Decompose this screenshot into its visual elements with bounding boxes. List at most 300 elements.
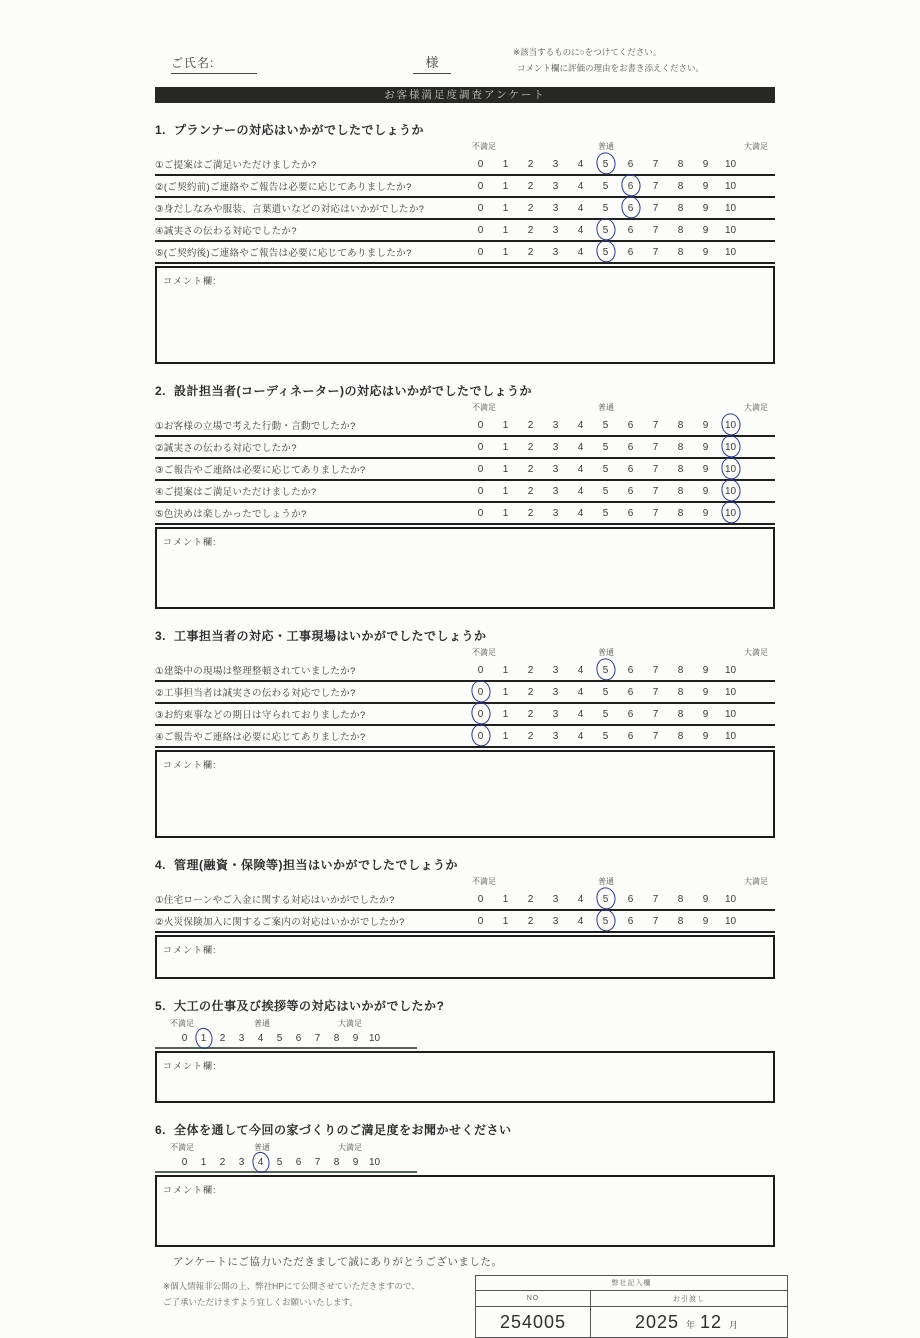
rating-option-2[interactable]: 2 <box>527 507 534 519</box>
no-column-header: NO <box>476 1291 591 1307</box>
rating-option-6[interactable]: 6 <box>627 915 634 927</box>
rating-option-3[interactable]: 3 <box>552 708 559 720</box>
section-title <box>155 627 775 643</box>
name-field[interactable] <box>171 54 257 74</box>
scale-max-label: 大満足 <box>744 142 768 151</box>
rating-option-6[interactable]: 6 <box>295 1033 302 1044</box>
rating-option-3[interactable]: 3 <box>552 419 559 431</box>
comment-box[interactable] <box>155 1175 775 1247</box>
question-row <box>155 220 775 242</box>
rating-option-7[interactable]: 7 <box>652 246 659 258</box>
rating-option-0[interactable]: 0 <box>477 224 484 236</box>
rating-option-10[interactable]: 10 <box>724 202 737 214</box>
rating-option-1[interactable]: 1 <box>502 893 509 905</box>
rating-option-9[interactable]: 9 <box>352 1033 359 1044</box>
rating-option-1[interactable]: 1 <box>502 915 509 927</box>
rating-option-7[interactable]: 7 <box>652 507 659 519</box>
scale-header-spacer <box>155 876 468 889</box>
question-row <box>155 726 775 748</box>
question-row <box>155 503 775 525</box>
question-label: ②火災保険加入に関するご案内の対応はいかがでしたか? <box>155 917 405 928</box>
question-row <box>155 198 775 220</box>
rating-option-5[interactable]: 5 <box>602 463 609 475</box>
rating-scale <box>468 687 743 698</box>
rating-option-8[interactable]: 8 <box>677 224 684 236</box>
rating-option-10[interactable]: 10 <box>724 664 737 676</box>
rating-option-5-circled[interactable]: 5 <box>593 916 618 927</box>
rating-option-9[interactable]: 9 <box>702 485 709 497</box>
rating-option-2[interactable]: 2 <box>219 1033 226 1044</box>
rating-option-2[interactable]: 2 <box>527 158 534 170</box>
section-3 <box>155 627 775 838</box>
rating-option-9[interactable]: 9 <box>702 224 709 236</box>
rating-option-7[interactable]: 7 <box>652 708 659 720</box>
rating-option-4[interactable]: 4 <box>577 485 584 497</box>
rating-option-7[interactable]: 7 <box>652 419 659 431</box>
rating-option-4[interactable]: 4 <box>577 419 584 431</box>
rating-option-7[interactable]: 7 <box>314 1033 321 1044</box>
rating-option-6[interactable]: 6 <box>627 485 634 497</box>
rating-option-10[interactable]: 10 <box>724 246 737 258</box>
month-unit: 月 <box>729 1319 740 1330</box>
section-heading: 管理(融資・保険等)担当はいかがでしたでしょうか <box>174 858 459 872</box>
scale-header <box>155 402 775 415</box>
rating-option-8[interactable]: 8 <box>677 180 684 192</box>
rating-option-7[interactable]: 7 <box>652 730 659 742</box>
rating-option-4[interactable]: 4 <box>577 441 584 453</box>
rating-option-6[interactable]: 6 <box>627 507 634 519</box>
rating-option-0-circled[interactable]: 0 <box>468 731 493 742</box>
rating-option-0[interactable]: 0 <box>477 915 484 927</box>
rating-option-9[interactable]: 9 <box>702 730 709 742</box>
rating-option-7[interactable]: 7 <box>652 664 659 676</box>
rating-option-10[interactable]: 10 <box>368 1033 381 1044</box>
rating-option-4[interactable]: 4 <box>257 1033 264 1044</box>
rating-option-2[interactable]: 2 <box>527 180 534 192</box>
name-label: ご氏名: <box>171 56 215 70</box>
rating-option-8[interactable]: 8 <box>677 730 684 742</box>
rating-option-4[interactable]: 4 <box>577 915 584 927</box>
rating-option-8[interactable]: 8 <box>677 686 684 698</box>
rating-option-5[interactable]: 5 <box>602 730 609 742</box>
rating-scale <box>468 508 743 519</box>
section-title <box>155 121 775 137</box>
rating-option-10[interactable]: 10 <box>724 730 737 742</box>
rating-option-8[interactable]: 8 <box>677 463 684 475</box>
rating-option-1[interactable]: 1 <box>502 419 509 431</box>
question-label: ③お約束事などの期日は守られておりましたか? <box>155 710 366 721</box>
office-use-header: 弊社記入欄 <box>476 1276 788 1291</box>
rating-option-9[interactable]: 9 <box>702 463 709 475</box>
rating-option-1[interactable]: 1 <box>502 507 509 519</box>
scale-min-label: 不満足 <box>472 648 496 657</box>
rating-option-2[interactable]: 2 <box>527 246 534 258</box>
rating-option-5[interactable]: 5 <box>602 708 609 720</box>
rating-scale <box>468 916 743 927</box>
rating-option-8[interactable]: 8 <box>677 708 684 720</box>
rating-option-6[interactable]: 6 <box>627 730 634 742</box>
rating-option-9[interactable]: 9 <box>702 202 709 214</box>
rating-option-5[interactable]: 5 <box>602 485 609 497</box>
comment-label: コメント欄: <box>163 1185 217 1195</box>
thanks-message: アンケートにご協力いただきまして誠にありがとうございました。 <box>173 1256 503 1268</box>
rating-option-10[interactable]: 10 <box>724 224 737 236</box>
rating-option-3[interactable]: 3 <box>552 730 559 742</box>
section-number: 5. <box>155 999 167 1013</box>
rating-option-2[interactable]: 2 <box>527 463 534 475</box>
rating-option-2[interactable]: 2 <box>527 730 534 742</box>
rating-option-7[interactable]: 7 <box>652 158 659 170</box>
rating-option-0[interactable]: 0 <box>477 158 484 170</box>
rating-option-1[interactable]: 1 <box>502 730 509 742</box>
scale-min-label: 不満足 <box>170 1143 194 1152</box>
rating-option-6-circled[interactable]: 6 <box>618 203 643 214</box>
rating-option-0-circled[interactable]: 0 <box>468 709 493 720</box>
rating-option-8[interactable]: 8 <box>677 202 684 214</box>
section-2 <box>155 382 775 609</box>
scale-header-labels <box>155 1142 775 1155</box>
comment-label: コメント欄: <box>163 276 217 286</box>
section-number: 3. <box>155 629 167 643</box>
rating-option-10[interactable]: 10 <box>368 1157 381 1168</box>
rating-option-5[interactable]: 5 <box>602 441 609 453</box>
rating-option-6[interactable]: 6 <box>295 1157 302 1168</box>
rating-option-7[interactable]: 7 <box>652 441 659 453</box>
handover-date-value <box>591 1307 788 1338</box>
rating-option-5-circled[interactable]: 5 <box>593 225 618 236</box>
scale-mid-label: 普通 <box>598 877 614 886</box>
scale-min-label: 不満足 <box>170 1019 194 1028</box>
rating-option-0[interactable]: 0 <box>477 246 484 258</box>
rating-option-5[interactable]: 5 <box>602 202 609 214</box>
rating-option-8[interactable]: 8 <box>677 246 684 258</box>
rating-option-6[interactable]: 6 <box>627 664 634 676</box>
scale-max-label: 大満足 <box>744 403 768 412</box>
honorific-label: 様 <box>413 52 451 74</box>
comment-label: コメント欄: <box>163 760 217 770</box>
rating-option-5[interactable]: 5 <box>276 1033 283 1044</box>
rating-option-1[interactable]: 1 <box>502 441 509 453</box>
rating-option-2[interactable]: 2 <box>527 485 534 497</box>
rating-option-4[interactable]: 4 <box>577 664 584 676</box>
rating-option-0[interactable]: 0 <box>477 507 484 519</box>
rating-option-3[interactable]: 3 <box>552 224 559 236</box>
rating-scale <box>468 665 743 676</box>
rating-option-0-circled[interactable]: 0 <box>468 687 493 698</box>
rating-option-8[interactable]: 8 <box>677 441 684 453</box>
rating-option-3[interactable]: 3 <box>552 158 559 170</box>
rating-option-9[interactable]: 9 <box>702 686 709 698</box>
rating-option-1[interactable]: 1 <box>502 158 509 170</box>
question-row <box>155 459 775 481</box>
rating-option-7[interactable]: 7 <box>652 485 659 497</box>
rating-option-10-circled[interactable]: 10 <box>718 442 743 453</box>
rating-option-9[interactable]: 9 <box>702 708 709 720</box>
comment-label: コメント欄: <box>163 537 217 547</box>
question-row <box>155 242 775 264</box>
rating-option-8[interactable]: 8 <box>677 507 684 519</box>
rating-option-9[interactable]: 9 <box>702 158 709 170</box>
rating-option-5[interactable]: 5 <box>602 507 609 519</box>
rating-option-0[interactable]: 0 <box>477 463 484 475</box>
question-row <box>155 889 775 911</box>
rating-option-8[interactable]: 8 <box>333 1157 340 1168</box>
rating-option-4[interactable]: 4 <box>577 893 584 905</box>
section-number: 6. <box>155 1123 167 1137</box>
scale-mid-label: 普通 <box>254 1019 270 1028</box>
rating-option-4[interactable]: 4 <box>577 158 584 170</box>
rating-option-7[interactable]: 7 <box>314 1157 321 1168</box>
rating-option-7[interactable]: 7 <box>652 463 659 475</box>
rating-option-10[interactable]: 10 <box>724 180 737 192</box>
rating-option-2[interactable]: 2 <box>219 1157 226 1168</box>
rating-option-0[interactable]: 0 <box>477 664 484 676</box>
rating-option-10-circled[interactable]: 10 <box>718 486 743 497</box>
comment-box[interactable] <box>155 750 775 838</box>
rating-option-0[interactable]: 0 <box>477 893 484 905</box>
rating-option-0[interactable]: 0 <box>477 419 484 431</box>
rating-option-2[interactable]: 2 <box>527 893 534 905</box>
rating-scale <box>175 1033 417 1044</box>
rating-option-0[interactable]: 0 <box>477 441 484 453</box>
instruction-line-2: コメント欄に評価の理由をお書き添えください。 <box>517 63 705 74</box>
rating-option-6[interactable]: 6 <box>627 246 634 258</box>
instruction-line-1: ※該当するものに○をつけてください。 <box>513 47 662 57</box>
rating-option-9[interactable]: 9 <box>352 1157 359 1168</box>
comment-box[interactable] <box>155 266 775 364</box>
rating-option-9[interactable]: 9 <box>702 419 709 431</box>
rating-option-3[interactable]: 3 <box>552 915 559 927</box>
section-heading: 大工の仕事及び挨拶等の対応はいかがでしたか? <box>174 999 445 1013</box>
rating-option-4[interactable]: 4 <box>577 730 584 742</box>
comment-box[interactable] <box>155 1051 775 1103</box>
rating-option-7[interactable]: 7 <box>652 915 659 927</box>
rating-option-6-circled[interactable]: 6 <box>618 181 643 192</box>
rating-option-9[interactable]: 9 <box>702 246 709 258</box>
section-number: 2. <box>155 384 167 398</box>
rating-option-9[interactable]: 9 <box>702 441 709 453</box>
rating-option-10[interactable]: 10 <box>724 893 737 905</box>
rating-option-7[interactable]: 7 <box>652 686 659 698</box>
rating-option-4[interactable]: 4 <box>577 708 584 720</box>
question-row <box>155 176 775 198</box>
rating-option-10[interactable]: 10 <box>724 915 737 927</box>
rating-option-1[interactable]: 1 <box>502 485 509 497</box>
rating-scale <box>468 203 743 214</box>
scale-header-spacer <box>155 141 468 154</box>
year-unit: 年 <box>685 1319 696 1330</box>
rating-option-10[interactable]: 10 <box>724 708 737 720</box>
scale-min-label: 不満足 <box>472 403 496 412</box>
rating-option-2[interactable]: 2 <box>527 224 534 236</box>
form-header <box>155 44 775 80</box>
rating-option-5[interactable]: 5 <box>602 180 609 192</box>
question-row <box>155 415 775 437</box>
rating-option-4[interactable]: 4 <box>577 463 584 475</box>
scale-header <box>155 647 775 660</box>
question-label: ⑤色決めは楽しかったでしょうか? <box>155 509 307 520</box>
scale-header <box>155 141 775 154</box>
rating-option-6[interactable]: 6 <box>627 893 634 905</box>
section-heading: プランナーの対応はいかがでしたでしょうか <box>174 123 425 137</box>
rating-option-10-circled[interactable]: 10 <box>718 508 743 519</box>
rating-option-5[interactable]: 5 <box>602 686 609 698</box>
rating-scale <box>468 894 743 905</box>
rating-option-4[interactable]: 4 <box>577 507 584 519</box>
question-label: ①建築中の現場は整理整頓されていましたか? <box>155 666 356 677</box>
rating-option-10-circled[interactable]: 10 <box>718 464 743 475</box>
rating-scale <box>468 159 743 170</box>
rating-option-5-circled[interactable]: 5 <box>593 247 618 258</box>
rating-option-8[interactable]: 8 <box>677 664 684 676</box>
handover-month: 12 <box>700 1311 723 1332</box>
rating-option-3[interactable]: 3 <box>552 664 559 676</box>
rating-option-4[interactable]: 4 <box>577 246 584 258</box>
rating-option-1[interactable]: 1 <box>502 246 509 258</box>
rating-option-1[interactable]: 1 <box>502 463 509 475</box>
scale-mid-label: 普通 <box>598 403 614 412</box>
rating-option-2[interactable]: 2 <box>527 708 534 720</box>
rating-option-0[interactable]: 0 <box>477 202 484 214</box>
rating-option-2[interactable]: 2 <box>527 441 534 453</box>
rating-option-0[interactable]: 0 <box>181 1157 188 1168</box>
rating-option-9[interactable]: 9 <box>702 915 709 927</box>
rating-option-6[interactable]: 6 <box>627 686 634 698</box>
question-row <box>155 682 775 704</box>
question-label: ②工事担当者は誠実さの伝わる対応でしたか? <box>155 688 356 699</box>
rating-option-8[interactable]: 8 <box>677 893 684 905</box>
rating-option-3[interactable]: 3 <box>552 202 559 214</box>
question-label: ④ご報告やご連絡は必要に応じてありましたか? <box>155 732 366 743</box>
rating-option-4[interactable]: 4 <box>577 224 584 236</box>
rating-option-1[interactable]: 1 <box>502 180 509 192</box>
rating-option-5-circled[interactable]: 5 <box>593 159 618 170</box>
form-title: お客様満足度調査アンケート <box>155 87 775 103</box>
rating-option-6[interactable]: 6 <box>627 158 634 170</box>
rating-option-5[interactable]: 5 <box>602 419 609 431</box>
rating-option-6[interactable]: 6 <box>627 463 634 475</box>
rating-option-5-circled[interactable]: 5 <box>593 894 618 905</box>
section-title <box>155 856 775 872</box>
rating-option-1[interactable]: 1 <box>502 202 509 214</box>
rating-option-8[interactable]: 8 <box>677 485 684 497</box>
rating-option-9[interactable]: 9 <box>702 893 709 905</box>
instruction-notes <box>513 44 704 76</box>
rating-option-8[interactable]: 8 <box>677 915 684 927</box>
privacy-note <box>155 1278 475 1338</box>
rating-option-3[interactable]: 3 <box>552 507 559 519</box>
rating-option-2[interactable]: 2 <box>527 915 534 927</box>
rating-option-3[interactable]: 3 <box>552 463 559 475</box>
comment-label: コメント欄: <box>163 945 217 955</box>
question-label: ①ご提案はご満足いただけましたか? <box>155 160 317 171</box>
comment-box[interactable] <box>155 935 775 979</box>
scale-header <box>155 876 775 889</box>
rating-option-2[interactable]: 2 <box>527 202 534 214</box>
rating-scale <box>468 442 743 453</box>
rating-option-6[interactable]: 6 <box>627 419 634 431</box>
rating-option-3[interactable]: 3 <box>552 441 559 453</box>
rating-scale <box>468 731 743 742</box>
scale-header-labels <box>155 1018 775 1031</box>
rating-option-0[interactable]: 0 <box>477 180 484 192</box>
comment-box[interactable] <box>155 527 775 609</box>
scale-mid-label: 普通 <box>254 1143 270 1152</box>
rating-scale <box>175 1157 417 1168</box>
rating-option-2[interactable]: 2 <box>527 419 534 431</box>
section-4 <box>155 856 775 979</box>
rating-scale <box>468 486 743 497</box>
rating-option-1[interactable]: 1 <box>200 1157 207 1168</box>
rating-option-4[interactable]: 4 <box>577 180 584 192</box>
rating-option-3[interactable]: 3 <box>238 1033 245 1044</box>
rating-option-5-circled[interactable]: 5 <box>593 665 618 676</box>
rating-option-7[interactable]: 7 <box>652 202 659 214</box>
rating-option-10[interactable]: 10 <box>724 158 737 170</box>
rating-option-4[interactable]: 4 <box>577 202 584 214</box>
rating-option-8[interactable]: 8 <box>333 1033 340 1044</box>
rating-option-1[interactable]: 1 <box>502 664 509 676</box>
question-label: ④ご提案はご満足いただけましたか? <box>155 487 317 498</box>
rating-option-3[interactable]: 3 <box>552 893 559 905</box>
rating-option-4[interactable]: 4 <box>577 686 584 698</box>
rating-option-6[interactable]: 6 <box>627 224 634 236</box>
rating-option-1[interactable]: 1 <box>502 708 509 720</box>
rating-option-0[interactable]: 0 <box>181 1033 188 1044</box>
rating-option-10-circled[interactable]: 10 <box>718 420 743 431</box>
rating-option-7[interactable]: 7 <box>652 180 659 192</box>
question-label: ②(ご契約前)ご連絡やご報告は必要に応じてありましたか? <box>155 182 412 193</box>
rating-option-3[interactable]: 3 <box>552 246 559 258</box>
section-heading: 設計担当者(コーディネーター)の対応はいかがでしたでしょうか <box>174 384 533 398</box>
rating-option-3[interactable]: 3 <box>552 686 559 698</box>
question-row <box>155 437 775 459</box>
rating-option-6[interactable]: 6 <box>627 441 634 453</box>
section-heading: 全体を通して今回の家づくりのご満足度をお聞かせください <box>174 1123 512 1137</box>
section-1 <box>155 121 775 364</box>
rating-option-1[interactable]: 1 <box>502 686 509 698</box>
rating-option-10[interactable]: 10 <box>724 686 737 698</box>
rating-option-9[interactable]: 9 <box>702 507 709 519</box>
scale-max-label: 大満足 <box>338 1019 362 1028</box>
rating-option-5[interactable]: 5 <box>276 1157 283 1168</box>
rating-scale-wrap <box>155 1031 417 1049</box>
privacy-line-2: ご了承いただけますよう宜しくお願いいたします。 <box>163 1297 358 1308</box>
scale-max-label: 大満足 <box>744 877 768 886</box>
rating-option-9[interactable]: 9 <box>702 180 709 192</box>
rating-option-7[interactable]: 7 <box>652 224 659 236</box>
rating-option-9[interactable]: 9 <box>702 664 709 676</box>
rating-option-8[interactable]: 8 <box>677 419 684 431</box>
rating-option-3[interactable]: 3 <box>238 1157 245 1168</box>
rating-option-1[interactable]: 1 <box>502 224 509 236</box>
rating-option-3[interactable]: 3 <box>552 485 559 497</box>
rating-option-0[interactable]: 0 <box>477 485 484 497</box>
rating-scale <box>468 247 743 258</box>
rating-option-2[interactable]: 2 <box>527 664 534 676</box>
section-title <box>155 382 775 398</box>
rating-option-8[interactable]: 8 <box>677 158 684 170</box>
rating-option-3[interactable]: 3 <box>552 180 559 192</box>
rating-scale <box>468 709 743 720</box>
rating-option-4-circled[interactable]: 4 <box>251 1157 270 1168</box>
rating-option-2[interactable]: 2 <box>527 686 534 698</box>
rating-option-1-circled[interactable]: 1 <box>194 1033 213 1044</box>
scale-header-labels <box>468 402 768 415</box>
rating-option-7[interactable]: 7 <box>652 893 659 905</box>
scale-min-label: 不満足 <box>472 142 496 151</box>
rating-option-6[interactable]: 6 <box>627 708 634 720</box>
